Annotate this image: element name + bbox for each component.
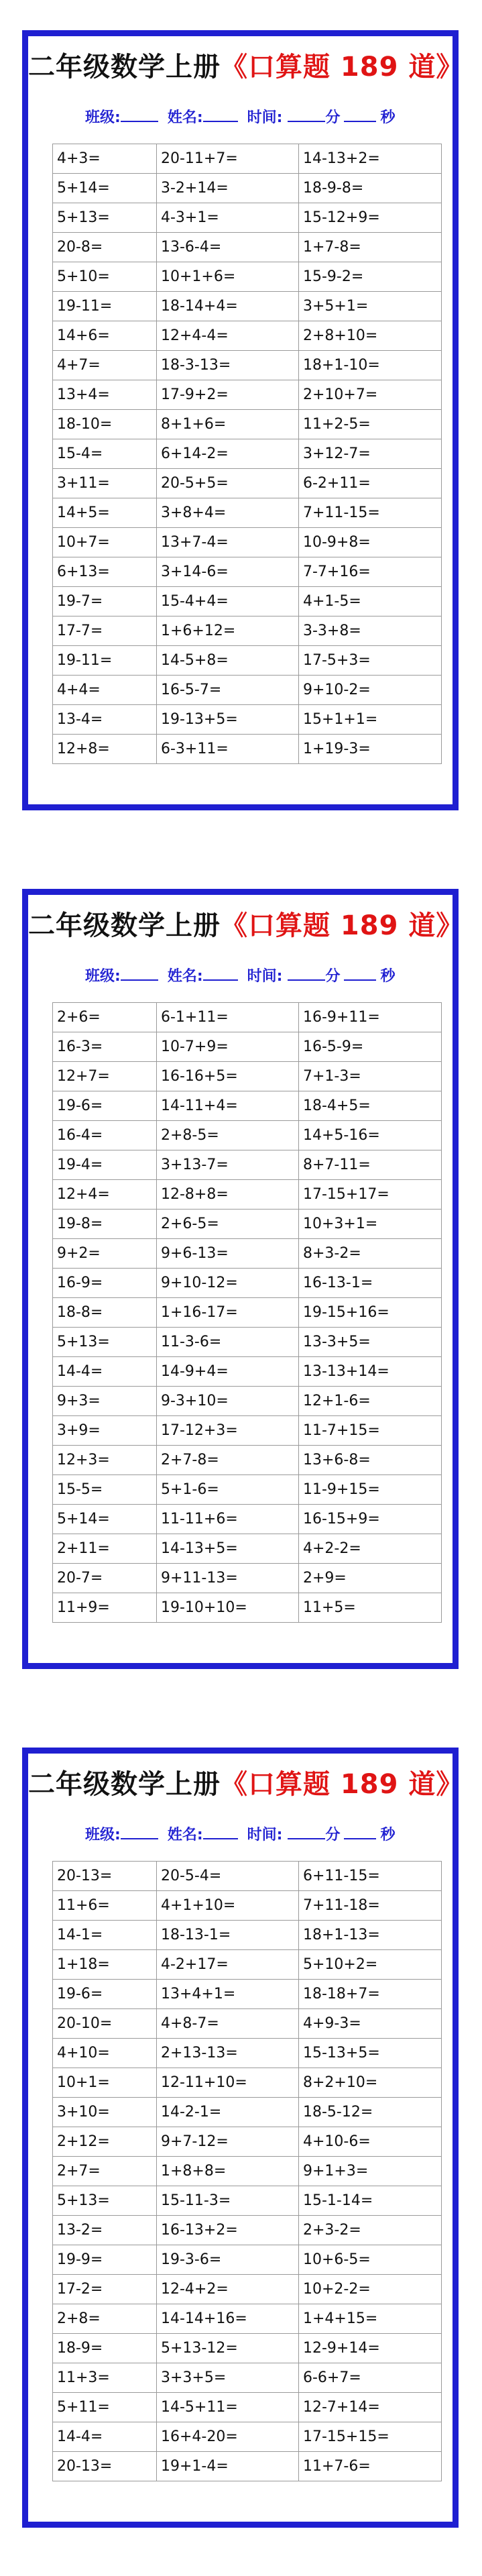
class-label: 班级: bbox=[85, 1827, 121, 1843]
minute-blank bbox=[288, 121, 325, 122]
problem-cell: 16-13+2= bbox=[157, 2216, 299, 2245]
problem-row bbox=[53, 1416, 442, 1446]
problem-cell: 19+1-4= bbox=[157, 2452, 299, 2481]
minute-blank bbox=[288, 1838, 325, 1839]
problem-cell: 14-5+11= bbox=[157, 2393, 299, 2422]
problem-cell: 18-18+7= bbox=[299, 1980, 442, 2009]
problem-cell: 6-2+11= bbox=[299, 469, 442, 498]
problem-row bbox=[53, 616, 442, 646]
problem-cell: 18-9= bbox=[53, 2334, 157, 2363]
problem-row bbox=[53, 174, 442, 203]
problem-cell: 12+1-6= bbox=[299, 1387, 442, 1416]
problem-cell: 11-7+15= bbox=[299, 1416, 442, 1446]
problem-cell: 12+7= bbox=[53, 1062, 157, 1091]
problem-cell: 10+3+1= bbox=[299, 1210, 442, 1239]
problem-cell: 10+1= bbox=[53, 2068, 157, 2098]
problem-row bbox=[53, 1980, 442, 2009]
problem-cell: 15-4+4= bbox=[157, 587, 299, 616]
problem-row bbox=[53, 1475, 442, 1505]
problem-cell: 4+3= bbox=[53, 144, 157, 174]
class-blank bbox=[121, 121, 158, 122]
problem-cell: 13+4+1= bbox=[157, 1980, 299, 2009]
problem-cell: 2+8-5= bbox=[157, 1121, 299, 1150]
class-blank bbox=[121, 979, 158, 981]
problem-cell: 6+14-2= bbox=[157, 439, 299, 469]
problem-cell: 10+6-5= bbox=[299, 2245, 442, 2275]
problem-cell: 9+6-13= bbox=[157, 1239, 299, 1269]
problem-cell: 13-3+5= bbox=[299, 1328, 442, 1357]
worksheet-title bbox=[28, 904, 464, 943]
problem-grid bbox=[52, 1002, 442, 1623]
problem-cell: 15-13+5= bbox=[299, 2039, 442, 2068]
problem-cell: 8+3-2= bbox=[299, 1239, 442, 1269]
problem-cell: 1+4+15= bbox=[299, 2304, 442, 2334]
problem-cell: 9+1+3= bbox=[299, 2157, 442, 2186]
problem-cell: 9+10-2= bbox=[299, 676, 442, 705]
problem-cell: 1+8+8= bbox=[157, 2157, 299, 2186]
name-blank bbox=[203, 121, 238, 122]
problem-cell: 17-5+3= bbox=[299, 646, 442, 676]
problem-cell: 6+11-15= bbox=[299, 1862, 442, 1891]
problem-cell: 12-11+10= bbox=[157, 2068, 299, 2098]
problem-cell: 11+6= bbox=[53, 1891, 157, 1921]
problem-cell: 20-8= bbox=[53, 233, 157, 262]
problem-cell: 15+1+1= bbox=[299, 705, 442, 735]
problem-row bbox=[53, 351, 442, 380]
problem-row bbox=[53, 498, 442, 528]
problem-cell: 4-3+1= bbox=[157, 203, 299, 233]
problem-row bbox=[53, 2245, 442, 2275]
time-label: 时间: bbox=[247, 968, 283, 985]
problem-cell: 16-15+9= bbox=[299, 1505, 442, 1534]
problem-row bbox=[53, 1032, 442, 1062]
problem-cell: 10-7+9= bbox=[157, 1032, 299, 1062]
problem-cell: 14-9+4= bbox=[157, 1357, 299, 1387]
title-highlight: 《口算题 189 道》 bbox=[221, 52, 464, 83]
problem-cell: 18-8= bbox=[53, 1298, 157, 1328]
problem-cell: 15-9-2= bbox=[299, 262, 442, 292]
problem-cell: 2+6= bbox=[53, 1003, 157, 1032]
problem-cell: 12-8+8= bbox=[157, 1180, 299, 1210]
problem-row bbox=[53, 2157, 442, 2186]
problem-cell: 17-9+2= bbox=[157, 380, 299, 410]
problem-cell: 6-1+11= bbox=[157, 1003, 299, 1032]
problem-cell: 6-6+7= bbox=[299, 2363, 442, 2393]
problem-row bbox=[53, 1091, 442, 1121]
problem-cell: 3+8+4= bbox=[157, 498, 299, 528]
problem-cell: 17-15+17= bbox=[299, 1180, 442, 1210]
problem-cell: 1+18= bbox=[53, 1950, 157, 1980]
worksheet-title bbox=[28, 46, 464, 84]
problem-row bbox=[53, 469, 442, 498]
problem-cell: 19-11= bbox=[53, 292, 157, 321]
problem-row bbox=[53, 262, 442, 292]
problem-cell: 2+7-8= bbox=[157, 1446, 299, 1475]
problem-row bbox=[53, 1862, 442, 1891]
problem-cell: 19-15+16= bbox=[299, 1298, 442, 1328]
problem-cell: 19-6= bbox=[53, 1980, 157, 2009]
problem-cell: 20-5-4= bbox=[157, 1862, 299, 1891]
problem-row bbox=[53, 2363, 442, 2393]
problem-cell: 16-5-9= bbox=[299, 1032, 442, 1062]
problem-cell: 2+13-13= bbox=[157, 2039, 299, 2068]
problem-cell: 18-3-13= bbox=[157, 351, 299, 380]
name-label: 姓名: bbox=[167, 1827, 203, 1843]
problem-cell: 17-7= bbox=[53, 616, 157, 646]
problem-cell: 13-2= bbox=[53, 2216, 157, 2245]
problem-cell: 5+10= bbox=[53, 262, 157, 292]
problem-cell: 4+9-3= bbox=[299, 2009, 442, 2039]
problem-cell: 15-4= bbox=[53, 439, 157, 469]
problem-cell: 18-14+4= bbox=[157, 292, 299, 321]
problem-row bbox=[53, 2009, 442, 2039]
problem-row bbox=[53, 203, 442, 233]
second-label: 秒 bbox=[380, 1827, 396, 1843]
problem-grid bbox=[52, 144, 442, 764]
problem-cell: 3+5+1= bbox=[299, 292, 442, 321]
problem-cell: 14-13+5= bbox=[157, 1534, 299, 1564]
problem-cell: 17-15+15= bbox=[299, 2422, 442, 2452]
problem-cell: 9+11-13= bbox=[157, 1564, 299, 1593]
minute-blank bbox=[288, 979, 325, 981]
problem-cell: 13-13+14= bbox=[299, 1357, 442, 1387]
problem-cell: 8+1+6= bbox=[157, 410, 299, 439]
problem-row bbox=[53, 2068, 442, 2098]
problem-cell: 14-14+16= bbox=[157, 2304, 299, 2334]
problem-cell: 18-4+5= bbox=[299, 1091, 442, 1121]
problem-row bbox=[53, 380, 442, 410]
problem-cell: 5+14= bbox=[53, 174, 157, 203]
problem-cell: 20-5+5= bbox=[157, 469, 299, 498]
problem-cell: 13+7-4= bbox=[157, 528, 299, 557]
problem-cell: 13+4= bbox=[53, 380, 157, 410]
problem-row bbox=[53, 1357, 442, 1387]
problem-row bbox=[53, 2452, 442, 2481]
problem-cell: 11+2-5= bbox=[299, 410, 442, 439]
problem-cell: 9-3+10= bbox=[157, 1387, 299, 1416]
problem-row bbox=[53, 1150, 442, 1180]
problem-cell: 20-10= bbox=[53, 2009, 157, 2039]
problem-cell: 11-3-6= bbox=[157, 1328, 299, 1357]
problem-cell: 18-10= bbox=[53, 410, 157, 439]
problem-cell: 5+13= bbox=[53, 2186, 157, 2216]
problem-cell: 11+3= bbox=[53, 2363, 157, 2393]
problem-cell: 15-12+9= bbox=[299, 203, 442, 233]
problem-cell: 14-13+2= bbox=[299, 144, 442, 174]
problem-cell: 11+9= bbox=[53, 1593, 157, 1623]
problem-cell: 12-7+14= bbox=[299, 2393, 442, 2422]
problem-cell: 14-4= bbox=[53, 2422, 157, 2452]
problem-cell: 16-3= bbox=[53, 1032, 157, 1062]
problem-cell: 16-9= bbox=[53, 1269, 157, 1298]
problem-cell: 14+5-16= bbox=[299, 1121, 442, 1150]
problem-cell: 16-5-7= bbox=[157, 676, 299, 705]
problem-cell: 18+1-13= bbox=[299, 1921, 442, 1950]
problem-cell: 16-4= bbox=[53, 1121, 157, 1150]
problem-cell: 20-7= bbox=[53, 1564, 157, 1593]
problem-cell: 2+10+7= bbox=[299, 380, 442, 410]
problem-cell: 20-13= bbox=[53, 1862, 157, 1891]
problem-row bbox=[53, 1269, 442, 1298]
problem-cell: 1+16-17= bbox=[157, 1298, 299, 1328]
problem-cell: 10+1+6= bbox=[157, 262, 299, 292]
time-label: 时间: bbox=[247, 1827, 283, 1843]
problem-cell: 2+8= bbox=[53, 2304, 157, 2334]
problem-row bbox=[53, 1446, 442, 1475]
problem-cell: 10-9+8= bbox=[299, 528, 442, 557]
problem-cell: 11+5= bbox=[299, 1593, 442, 1623]
problem-cell: 5+13-12= bbox=[157, 2334, 299, 2363]
problem-row bbox=[53, 587, 442, 616]
problem-cell: 17-12+3= bbox=[157, 1416, 299, 1446]
problem-cell: 18-13-1= bbox=[157, 1921, 299, 1950]
problem-cell: 3+9= bbox=[53, 1416, 157, 1446]
minute-label: 分 bbox=[325, 1827, 341, 1843]
problem-cell: 2+6-5= bbox=[157, 1210, 299, 1239]
problem-row bbox=[53, 2216, 442, 2245]
problem-cell: 16-13-1= bbox=[299, 1269, 442, 1298]
problem-row bbox=[53, 1121, 442, 1150]
problem-row bbox=[53, 1593, 442, 1623]
problem-cell: 15-11-3= bbox=[157, 2186, 299, 2216]
problem-cell: 5+13= bbox=[53, 203, 157, 233]
problem-cell: 10+2-2= bbox=[299, 2275, 442, 2304]
problem-cell: 5+10+2= bbox=[299, 1950, 442, 1980]
problem-row bbox=[53, 144, 442, 174]
problem-cell: 18+1-10= bbox=[299, 351, 442, 380]
problem-row bbox=[53, 1328, 442, 1357]
problem-cell: 12+4-4= bbox=[157, 321, 299, 351]
problem-cell: 4+10= bbox=[53, 2039, 157, 2068]
problem-cell: 12-9+14= bbox=[299, 2334, 442, 2363]
name-blank bbox=[203, 979, 238, 981]
problem-row bbox=[53, 528, 442, 557]
problem-cell: 13+6-8= bbox=[299, 1446, 442, 1475]
problem-row bbox=[53, 1921, 442, 1950]
problem-cell: 13-6-4= bbox=[157, 233, 299, 262]
problem-cell: 8+2+10= bbox=[299, 2068, 442, 2098]
problem-cell: 7+1-3= bbox=[299, 1062, 442, 1091]
problem-row bbox=[53, 2393, 442, 2422]
problem-cell: 5+1-6= bbox=[157, 1475, 299, 1505]
problem-row bbox=[53, 1239, 442, 1269]
problem-row bbox=[53, 1387, 442, 1416]
problem-row bbox=[53, 1003, 442, 1032]
problem-cell: 3+3+5= bbox=[157, 2363, 299, 2393]
problem-cell: 15-5= bbox=[53, 1475, 157, 1505]
problem-cell: 3+14-6= bbox=[157, 557, 299, 587]
problem-row bbox=[53, 646, 442, 676]
title-main: 二年级数学上册 bbox=[28, 910, 221, 941]
minute-label: 分 bbox=[325, 109, 341, 126]
problem-row bbox=[53, 1180, 442, 1210]
problem-cell: 3+13-7= bbox=[157, 1150, 299, 1180]
problem-row bbox=[53, 292, 442, 321]
problem-row bbox=[53, 2334, 442, 2363]
student-info-line bbox=[85, 965, 395, 985]
problem-cell: 18-5-12= bbox=[299, 2098, 442, 2127]
second-label: 秒 bbox=[380, 968, 396, 985]
problem-cell: 4+1+10= bbox=[157, 1891, 299, 1921]
problem-cell: 16-16+5= bbox=[157, 1062, 299, 1091]
problem-cell: 3+12-7= bbox=[299, 439, 442, 469]
problem-row bbox=[53, 2186, 442, 2216]
problem-row bbox=[53, 1298, 442, 1328]
problem-cell: 4+1-5= bbox=[299, 587, 442, 616]
problem-row bbox=[53, 233, 442, 262]
problem-row bbox=[53, 735, 442, 764]
problem-cell: 19-11= bbox=[53, 646, 157, 676]
problem-row bbox=[53, 557, 442, 587]
problem-cell: 14+6= bbox=[53, 321, 157, 351]
problem-cell: 4+7= bbox=[53, 351, 157, 380]
time-label: 时间: bbox=[247, 109, 283, 126]
problem-cell: 9+7-12= bbox=[157, 2127, 299, 2157]
problem-cell: 14-2-1= bbox=[157, 2098, 299, 2127]
problem-cell: 19-13+5= bbox=[157, 705, 299, 735]
class-label: 班级: bbox=[85, 968, 121, 985]
problem-cell: 7+11-18= bbox=[299, 1891, 442, 1921]
student-info-line bbox=[85, 106, 395, 127]
problem-cell: 20-13= bbox=[53, 2452, 157, 2481]
problem-cell: 11-11+6= bbox=[157, 1505, 299, 1534]
problem-cell: 2+3-2= bbox=[299, 2216, 442, 2245]
problem-cell: 2+11= bbox=[53, 1534, 157, 1564]
problem-cell: 9+2= bbox=[53, 1239, 157, 1269]
name-label: 姓名: bbox=[167, 968, 203, 985]
problem-cell: 6-3+11= bbox=[157, 735, 299, 764]
problem-cell: 18-9-8= bbox=[299, 174, 442, 203]
problem-cell: 2+12= bbox=[53, 2127, 157, 2157]
problem-row bbox=[53, 1062, 442, 1091]
worksheet-1 bbox=[22, 30, 464, 810]
problem-cell: 4+4= bbox=[53, 676, 157, 705]
problem-row bbox=[53, 2127, 442, 2157]
class-blank bbox=[121, 1838, 158, 1839]
problem-cell: 11-9+15= bbox=[299, 1475, 442, 1505]
problem-row bbox=[53, 1210, 442, 1239]
problem-cell: 3-2+14= bbox=[157, 174, 299, 203]
problem-cell: 8+7-11= bbox=[299, 1150, 442, 1180]
problem-cell: 4+2-2= bbox=[299, 1534, 442, 1564]
problem-cell: 16-9+11= bbox=[299, 1003, 442, 1032]
problem-cell: 4+8-7= bbox=[157, 2009, 299, 2039]
student-info-line bbox=[85, 1823, 395, 1844]
problem-cell: 19-9= bbox=[53, 2245, 157, 2275]
problem-cell: 20-11+7= bbox=[157, 144, 299, 174]
title-highlight: 《口算题 189 道》 bbox=[221, 910, 464, 941]
problem-row bbox=[53, 321, 442, 351]
problem-cell: 14-1= bbox=[53, 1921, 157, 1950]
problem-row bbox=[53, 2304, 442, 2334]
worksheet-title bbox=[28, 1763, 464, 1801]
problem-cell: 2+7= bbox=[53, 2157, 157, 2186]
problem-cell: 11+7-6= bbox=[299, 2452, 442, 2481]
problem-row bbox=[53, 439, 442, 469]
problem-cell: 19-3-6= bbox=[157, 2245, 299, 2275]
problem-cell: 7+11-15= bbox=[299, 498, 442, 528]
problem-grid bbox=[52, 1861, 442, 2481]
problem-row bbox=[53, 1505, 442, 1534]
problem-cell: 14-4= bbox=[53, 1357, 157, 1387]
problem-cell: 17-2= bbox=[53, 2275, 157, 2304]
problem-cell: 2+9= bbox=[299, 1564, 442, 1593]
worksheet-3 bbox=[22, 1748, 464, 2528]
name-label: 姓名: bbox=[167, 109, 203, 126]
problem-cell: 16+4-20= bbox=[157, 2422, 299, 2452]
problem-cell: 15-1-14= bbox=[299, 2186, 442, 2216]
problem-cell: 6+13= bbox=[53, 557, 157, 587]
problem-cell: 1+6+12= bbox=[157, 616, 299, 646]
problem-cell: 9+3= bbox=[53, 1387, 157, 1416]
problem-cell: 12-4+2= bbox=[157, 2275, 299, 2304]
problem-row bbox=[53, 676, 442, 705]
problem-row bbox=[53, 1891, 442, 1921]
problem-row bbox=[53, 2039, 442, 2068]
problem-cell: 3+11= bbox=[53, 469, 157, 498]
title-main: 二年级数学上册 bbox=[28, 1769, 221, 1800]
problem-cell: 19-8= bbox=[53, 1210, 157, 1239]
title-main: 二年级数学上册 bbox=[28, 52, 221, 83]
problem-row bbox=[53, 410, 442, 439]
class-label: 班级: bbox=[85, 109, 121, 126]
problem-cell: 13-4= bbox=[53, 705, 157, 735]
title-highlight: 《口算题 189 道》 bbox=[221, 1769, 464, 1800]
problem-row bbox=[53, 2098, 442, 2127]
problem-cell: 3-3+8= bbox=[299, 616, 442, 646]
problem-row bbox=[53, 705, 442, 735]
problem-cell: 12+4= bbox=[53, 1180, 157, 1210]
second-label: 秒 bbox=[380, 109, 396, 126]
problem-cell: 12+3= bbox=[53, 1446, 157, 1475]
second-blank bbox=[344, 121, 376, 122]
problem-cell: 14-5+8= bbox=[157, 646, 299, 676]
second-blank bbox=[344, 1838, 376, 1839]
problem-cell: 9+10-12= bbox=[157, 1269, 299, 1298]
problem-cell: 4+10-6= bbox=[299, 2127, 442, 2157]
problem-row bbox=[53, 2422, 442, 2452]
problem-cell: 1+19-3= bbox=[299, 735, 442, 764]
problem-cell: 10+7= bbox=[53, 528, 157, 557]
problem-cell: 14+5= bbox=[53, 498, 157, 528]
problem-cell: 19-4= bbox=[53, 1150, 157, 1180]
problem-cell: 19-6= bbox=[53, 1091, 157, 1121]
problem-cell: 19-7= bbox=[53, 587, 157, 616]
problem-row bbox=[53, 1534, 442, 1564]
problem-row bbox=[53, 1950, 442, 1980]
problem-cell: 5+13= bbox=[53, 1328, 157, 1357]
problem-cell: 2+8+10= bbox=[299, 321, 442, 351]
problem-cell: 3+10= bbox=[53, 2098, 157, 2127]
problem-cell: 14-11+4= bbox=[157, 1091, 299, 1121]
problem-cell: 19-10+10= bbox=[157, 1593, 299, 1623]
second-blank bbox=[344, 979, 376, 981]
problem-cell: 5+11= bbox=[53, 2393, 157, 2422]
problem-cell: 4-2+17= bbox=[157, 1950, 299, 1980]
problem-cell: 7-7+16= bbox=[299, 557, 442, 587]
problem-row bbox=[53, 1564, 442, 1593]
problem-row bbox=[53, 2275, 442, 2304]
worksheet-2 bbox=[22, 889, 464, 1669]
problem-cell: 12+8= bbox=[53, 735, 157, 764]
minute-label: 分 bbox=[325, 968, 341, 985]
problem-cell: 5+14= bbox=[53, 1505, 157, 1534]
problem-cell: 1+7-8= bbox=[299, 233, 442, 262]
name-blank bbox=[203, 1838, 238, 1839]
